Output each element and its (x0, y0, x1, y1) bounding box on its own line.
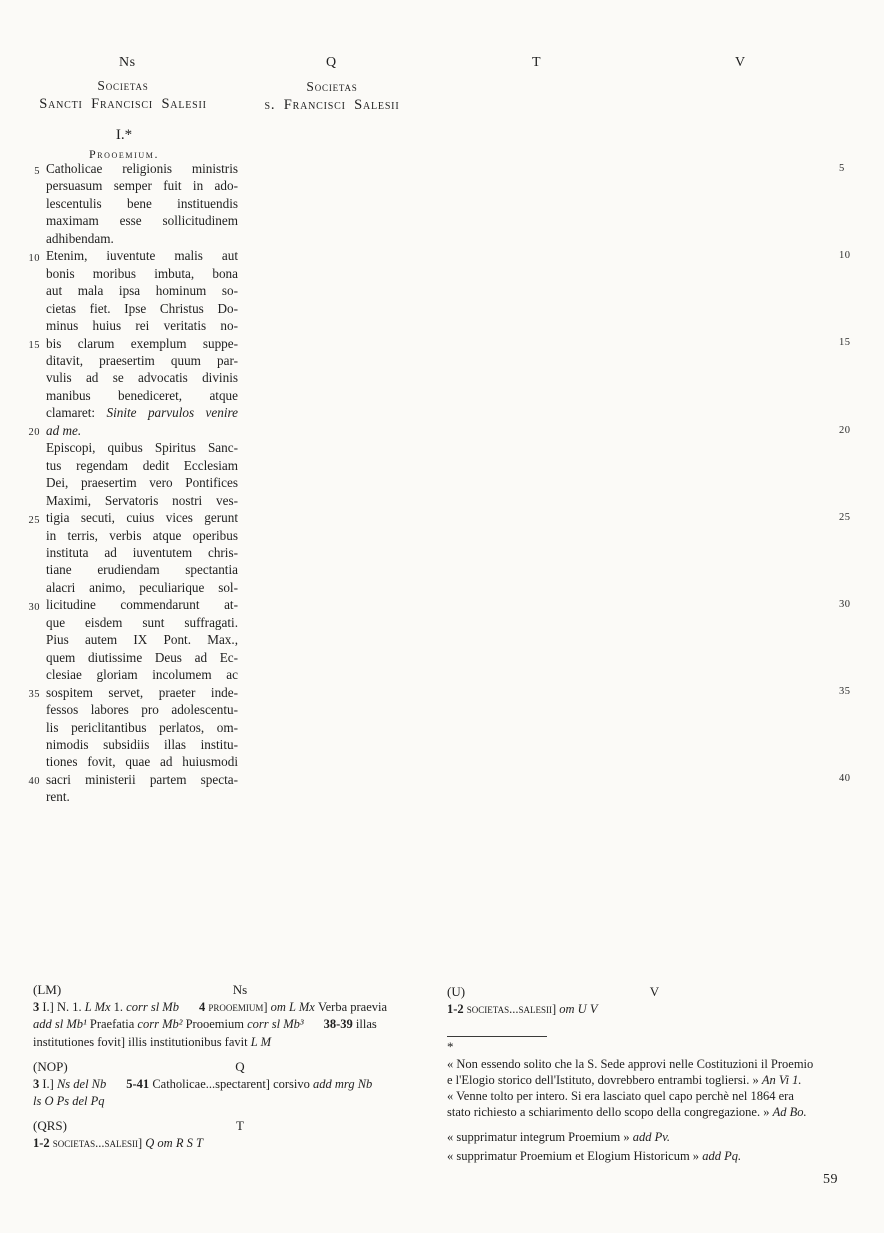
line-text-roman: cietas fiet. Ipse Christus Do- (46, 300, 238, 316)
apparatus-base-siglum: Q (235, 1058, 245, 1074)
heading-sancti-francisci-salesii: Sancti Francisci Salesii (39, 96, 207, 112)
line-text (46, 579, 238, 596)
footnote-separator (447, 1036, 547, 1037)
text-line (46, 492, 238, 509)
line-text-roman: Catholicae religionis ministris (46, 161, 238, 176)
text-line (28, 771, 238, 788)
text-segment: e l'Elogio storico dell'Istituto, dovrebbero entrambi togliersi. » (447, 1073, 762, 1087)
text-segment: prooemium (208, 1000, 264, 1014)
line-text-roman: manibus benediceret, atque (46, 387, 238, 403)
line-text-roman: tiones fovit, quae ad huiusmodi (46, 754, 238, 770)
text-segment: add sl Mb¹ (33, 1017, 90, 1032)
text-segment: stato richiesto a schiarimento dello scopo della congregazione. » (447, 1104, 773, 1119)
text-segment: Q om R S T (145, 1136, 203, 1151)
line-text-roman: fessos labores pro adolescentu- (46, 702, 238, 718)
apparatus-block-lm (33, 982, 447, 1051)
line-number: 25 (28, 514, 40, 526)
line-number (839, 491, 851, 508)
line-text-roman: Episcopi, quibus Spiritus Sanc- (46, 440, 238, 456)
line-number (839, 265, 851, 282)
text-line (46, 527, 238, 544)
text-line (28, 422, 238, 439)
line-number: 5 (839, 163, 845, 174)
line-number (839, 195, 851, 212)
line-text (46, 788, 238, 805)
line-text (46, 561, 238, 578)
line-text (46, 160, 238, 177)
text-segment: Ad Bo. (772, 1104, 807, 1119)
line-text (46, 265, 238, 282)
text-line (46, 439, 238, 456)
line-number: 20 (28, 427, 40, 439)
line-text-roman: Dei, praesertim vero Pontifices (46, 475, 238, 491)
text-line (46, 265, 238, 282)
line-text-roman: quem diutissime Deus ad Ec- (46, 649, 238, 665)
line-text-roman: tigia secuti, cuius vices gerunt (46, 510, 238, 526)
footnote-paragraph (447, 1057, 862, 1120)
line-number: 30 (839, 598, 851, 610)
line-text (46, 352, 238, 369)
line-text (46, 230, 238, 247)
text-segment: Catholicae...spectarent] corsivo (152, 1076, 314, 1091)
line-number: 5 (34, 165, 40, 177)
text-segment: societas...salesii (466, 1002, 552, 1016)
line-text-roman: Pius autem IX Pont. Max., (46, 632, 238, 648)
line-number (839, 230, 851, 247)
text-line (46, 701, 238, 718)
text-segment: om U V (559, 1002, 598, 1016)
body-text-block (28, 160, 238, 806)
line-number (839, 317, 851, 334)
apparatus-group-label: (QRS) (33, 1118, 67, 1134)
apparatus-head (447, 984, 862, 1001)
line-text-roman: instituta ad iuventutem chris- (46, 544, 238, 560)
text-segment: om L Mx (270, 1000, 318, 1014)
line-text (46, 195, 238, 212)
line-number (839, 177, 851, 194)
apparatus-head (33, 1118, 447, 1135)
text-line (46, 631, 238, 648)
line-number (839, 701, 851, 718)
line-text-roman: Maximi, Servatoris nostri ves- (46, 492, 238, 508)
line-number (839, 753, 851, 770)
line-number (839, 212, 851, 229)
line-text (46, 684, 238, 701)
line-number (839, 439, 851, 456)
line-text-roman: Etenim, iuventute malis aut (46, 248, 238, 264)
text-line (46, 177, 238, 194)
line-text (46, 527, 238, 544)
column-siglum-v: V (735, 55, 746, 70)
line-text (46, 439, 238, 456)
line-number (839, 369, 851, 386)
apparatus-block-qrs (33, 1118, 447, 1152)
line-text (46, 335, 238, 352)
line-number: 20 (839, 424, 851, 436)
text-line (46, 387, 238, 404)
apparatus-entry (33, 1135, 447, 1152)
footnote-paragraph (447, 1149, 862, 1165)
line-number (839, 718, 851, 735)
line-text (46, 631, 238, 648)
text-segment: 1-2 (447, 1002, 467, 1016)
text-line (46, 719, 238, 736)
line-number (839, 404, 851, 421)
line-text-roman: nimodis subsidiis illas institu- (46, 736, 238, 752)
line-text-italic: ad me. (46, 422, 82, 438)
text-line (28, 247, 238, 264)
line-number (839, 526, 851, 543)
text-segment: 5-41 (126, 1076, 153, 1091)
text-line (46, 195, 238, 212)
line-number: 35 (839, 686, 851, 698)
apparatus-block-nop (33, 1059, 447, 1111)
line-number (839, 474, 851, 491)
apparatus-entry (33, 1076, 447, 1111)
text-segment: add Pv. (632, 1130, 671, 1145)
line-number: 10 (839, 250, 851, 262)
line-text-roman: lescentulis bene instituendis (46, 195, 238, 211)
text-segment: « Venne tolto per intero. Si era lasciato quel capo perchè nel 1864 era (447, 1088, 794, 1103)
text-segment: 1. (113, 1000, 127, 1014)
line-text (46, 701, 238, 718)
apparatus-column-left (33, 982, 447, 1161)
text-segment: 4 (198, 1000, 209, 1014)
text-line (46, 736, 238, 753)
line-text-roman: persuasum semper fuit in ado- (46, 178, 238, 194)
text-line (46, 230, 238, 247)
text-segment: Ns del Nb (56, 1076, 107, 1091)
text-segment: 1-2 (33, 1136, 53, 1151)
heading-societas: Societas (97, 78, 149, 93)
apparatus-column-right (447, 984, 862, 1165)
section-heading (28, 127, 220, 162)
text-line (28, 509, 238, 526)
line-number (839, 561, 851, 578)
line-text-roman: ditavit, praesertim quum par- (46, 352, 238, 368)
line-text-roman: licitudine commendarunt at- (46, 597, 238, 613)
text-line (46, 474, 238, 491)
line-number (839, 300, 851, 317)
line-text-roman: alacri animo, peculiarique sol- (46, 579, 238, 595)
text-segment: institutiones fovit] illis institutionibus favit (33, 1034, 251, 1049)
apparatus-entry (447, 1001, 862, 1018)
heading-left (28, 78, 218, 113)
line-text (46, 509, 238, 526)
line-number (839, 579, 851, 596)
line-text (46, 404, 238, 421)
text-line (46, 404, 238, 421)
line-text (46, 212, 238, 229)
text-line (46, 788, 238, 805)
line-text-roman: bonis moribus imbuta, bona (46, 265, 238, 281)
heading-right (237, 79, 427, 114)
section-title: Prooemium. (88, 147, 160, 161)
text-segment: corr sl Mb (126, 1000, 179, 1014)
text-line (46, 300, 238, 317)
line-text (46, 387, 238, 404)
text-line (28, 684, 238, 701)
text-segment: Praefatia (89, 1017, 138, 1032)
line-text (46, 596, 238, 613)
line-text-roman: maximam esse sollicitudinem (46, 213, 238, 229)
line-text (46, 736, 238, 753)
line-text (46, 753, 238, 770)
text-segment: add Pq. (702, 1149, 742, 1163)
text-line (46, 649, 238, 666)
column-siglum-q: Q (326, 55, 337, 70)
text-segment: corr Mb² (137, 1017, 186, 1032)
text-line (34, 160, 238, 177)
text-segment: I.] (42, 1076, 57, 1091)
apparatus-block-u (447, 984, 862, 1018)
text-segment: L M (250, 1034, 271, 1049)
apparatus-entry (33, 999, 447, 1051)
line-number (839, 613, 851, 630)
line-text (46, 282, 238, 299)
heading-s-francisci-salesii: s. Francisci Salesii (264, 97, 400, 113)
line-number: 35 (28, 689, 40, 701)
text-line (46, 282, 238, 299)
line-text (46, 719, 238, 736)
line-text (46, 300, 238, 317)
line-text (46, 614, 238, 631)
line-text-roman: vulis ad se advocatis divinis (46, 370, 238, 386)
line-numbers-right (839, 160, 851, 805)
line-number (839, 352, 851, 369)
text-segment: ls O Ps del Pq (33, 1094, 105, 1108)
apparatus-head (33, 1059, 447, 1076)
text-line (46, 614, 238, 631)
line-number: 10 (28, 252, 40, 264)
line-number: 15 (28, 340, 40, 352)
line-number: 40 (839, 773, 851, 785)
line-text (46, 771, 238, 788)
line-text-roman: clesiae gloriam incolumem ac (46, 667, 238, 683)
text-segment: corr sl Mb³ (247, 1017, 304, 1032)
line-text-italic: Sinite parvulos venire (106, 405, 238, 421)
apparatus-base-siglum: T (236, 1118, 244, 1134)
line-text-roman: tus regendam dedit Ecclesiam (46, 457, 238, 473)
apparatus-group-label: (LM) (33, 982, 62, 997)
line-text-roman: adhibendam. (46, 230, 114, 246)
text-line (28, 596, 238, 613)
line-text (46, 474, 238, 491)
text-line (46, 753, 238, 770)
text-segment: « Non essendo solito che la S. Sede approvi nelle Costituzioni il Proemio (447, 1057, 814, 1072)
text-line (46, 561, 238, 578)
text-segment: Verba praevia (317, 1000, 388, 1014)
text-line (46, 457, 238, 474)
text-segment: ] (551, 1002, 560, 1016)
text-segment: 3 (33, 1076, 43, 1091)
line-number (839, 788, 851, 805)
column-siglum-ns: Ns (119, 55, 136, 70)
text-line (46, 579, 238, 596)
line-text (46, 649, 238, 666)
section-number: I.* (115, 127, 133, 143)
heading-societas: Societas (306, 79, 358, 94)
line-text (46, 457, 238, 474)
line-text-roman: in terris, verbis atque operibus (46, 527, 238, 543)
line-text-roman: clamaret: (46, 405, 107, 421)
line-number (839, 648, 851, 665)
line-text-roman: lis periclitantibus perlatos, om- (46, 719, 238, 735)
text-segment: I.] N. 1. (42, 1000, 85, 1014)
line-text (46, 422, 238, 439)
line-text-roman: sacri ministerii partem specta- (46, 771, 238, 787)
apparatus-group-label: (U) (447, 984, 466, 999)
text-segment: Prooemium (185, 1017, 248, 1032)
text-line (46, 212, 238, 229)
text-line (46, 317, 238, 334)
line-text (46, 666, 238, 683)
text-line (46, 666, 238, 683)
text-segment: An Vi 1. (761, 1073, 802, 1087)
footnote-marker: * (447, 1039, 454, 1055)
text-segment: 38-39 (323, 1017, 356, 1032)
text-line (46, 352, 238, 369)
line-number (839, 387, 851, 404)
text-line (28, 335, 238, 352)
column-siglum-t: T (532, 55, 542, 70)
line-number (839, 735, 851, 752)
line-text-roman: sospitem servet, praeter inde- (46, 684, 238, 700)
text-segment: 3 (33, 1000, 43, 1014)
apparatus-head (33, 982, 447, 999)
line-text (46, 177, 238, 194)
line-text (46, 544, 238, 561)
line-text (46, 317, 238, 334)
line-number (839, 544, 851, 561)
text-segment: « supprimatur Proemium et Elogium Historicum » (447, 1149, 703, 1163)
text-segment: ] (137, 1136, 146, 1151)
line-text-roman: bis clarum exemplum suppe- (46, 335, 238, 351)
line-text (46, 247, 238, 264)
line-number (839, 456, 851, 473)
line-number: 40 (28, 776, 40, 788)
line-text (46, 369, 238, 386)
text-segment: « supprimatur integrum Proemium » (447, 1130, 633, 1145)
line-text-roman: rent. (46, 789, 70, 805)
line-text-roman: tiane erudiendam spectantia (46, 562, 238, 578)
apparatus-group-label: (NOP) (33, 1058, 68, 1074)
line-number: 15 (839, 337, 851, 349)
text-segment: add mrg Nb (313, 1076, 373, 1091)
footnote-paragraph (447, 1130, 862, 1146)
apparatus-base-siglum: V (649, 984, 660, 999)
apparatus-base-siglum: Ns (232, 982, 248, 997)
line-number (839, 282, 851, 299)
line-text-roman: aut mala ipsa hominum so- (46, 283, 238, 299)
text-segment: societas...salesii (52, 1136, 138, 1151)
line-text (46, 492, 238, 509)
line-text-roman: minus huius rei veritatis no- (46, 318, 238, 334)
line-number: 25 (839, 511, 851, 523)
line-text-roman: que eisdem sunt suffragati. (46, 614, 238, 630)
text-segment: L Mx (84, 1000, 114, 1014)
text-line (46, 544, 238, 561)
line-number: 30 (28, 601, 40, 613)
text-line (46, 369, 238, 386)
line-number (839, 631, 851, 648)
text-segment: illas (355, 1017, 377, 1032)
page-number: 59 (823, 1172, 838, 1187)
text-segment: ] (263, 1000, 271, 1014)
line-number (839, 666, 851, 683)
